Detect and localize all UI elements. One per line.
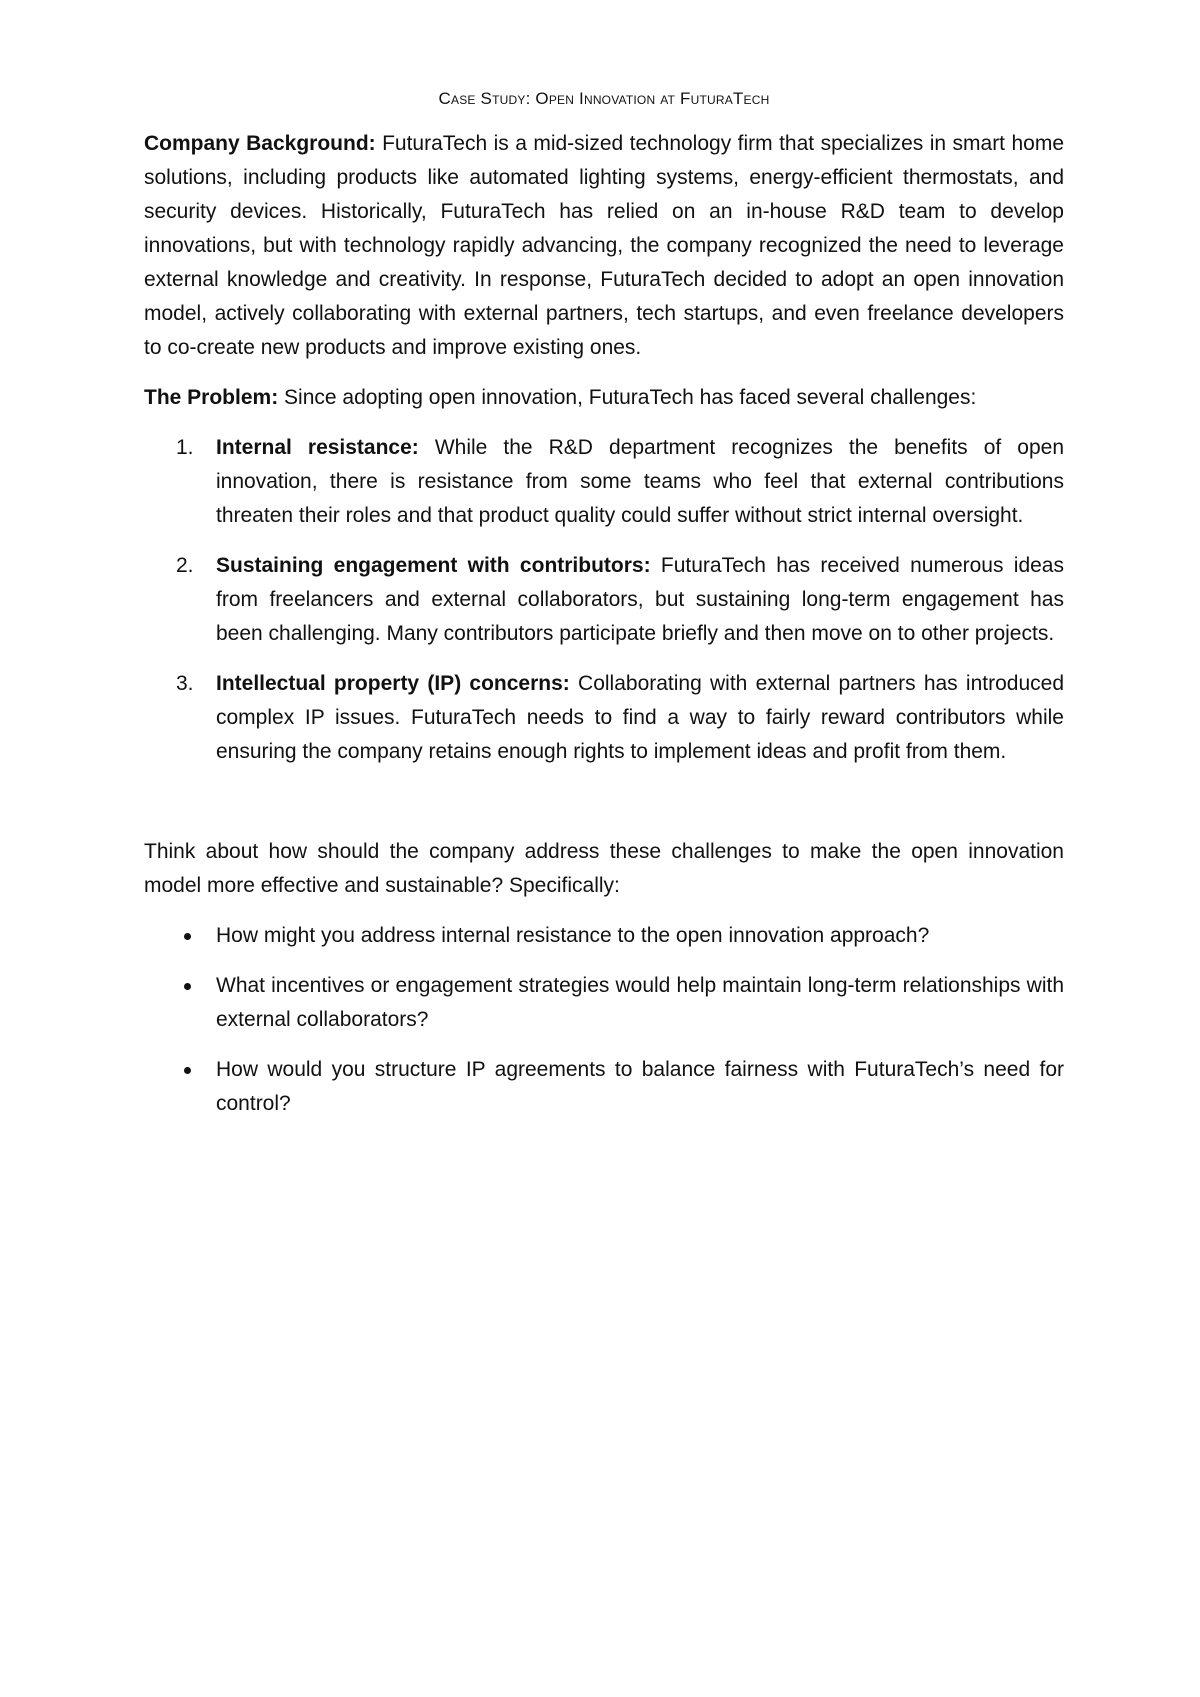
background-label: Company Background: bbox=[144, 132, 376, 155]
problem-paragraph bbox=[144, 381, 1064, 415]
challenge-item-ip-concerns bbox=[144, 667, 1064, 769]
background-text: FuturaTech is a mid-sized technology firm that specializes in smart home solutions, including products like automated lighting systems, energy-efficient thermostats, and security devices. Historically, FuturaTech has relied on an in-house R&D team to develop innovations, but with technology rapidly advancing, the company recognized the need to leverage external knowledge and creativity. In response, FuturaTech decided to adopt an open innovation model, actively collaborating with external partners, tech startups, and even freelance developers to co-create new products and improve existing ones. bbox=[144, 132, 1064, 359]
prompt-paragraph: Think about how should the company address these challenges to make the open innovation model more effective and sustainable? Specifically: bbox=[144, 840, 1064, 897]
bullet-icon bbox=[184, 933, 191, 940]
problem-label: The Problem: bbox=[144, 386, 279, 409]
document-page bbox=[144, 82, 1064, 1137]
bullet-icon bbox=[184, 983, 191, 990]
question-text: How might you address internal resistance to the open innovation approach? bbox=[216, 924, 930, 947]
question-item bbox=[144, 1053, 1064, 1121]
document-title-text: Case Study: Open Innovation at FuturaTech bbox=[438, 89, 770, 108]
challenge-text: Collaborating with external partners has introduced complex IP issues. FuturaTech needs to find a way to fairly reward contributors while ensuring the company retains enough rights to implement ideas and profit from them. bbox=[216, 672, 1064, 763]
question-text: How would you structure IP agreements to balance fairness with FuturaTech’s need for control? bbox=[216, 1058, 1064, 1115]
challenge-label: Sustaining engagement with contributors: bbox=[216, 554, 651, 577]
list-number: 1. bbox=[176, 436, 194, 459]
questions-list bbox=[144, 919, 1064, 1121]
challenge-label: Internal resistance: bbox=[216, 436, 419, 459]
challenges-list bbox=[144, 431, 1064, 769]
challenge-text: While the R&D department recognizes the benefits of open innovation, there is resistance from some teams who feel that external contributions threaten their roles and that product quality could suffer without strict internal oversight. bbox=[216, 436, 1064, 527]
challenge-text: FuturaTech has received numerous ideas from freelancers and external collaborators, but sustaining long-term engagement has been challenging. Many contributors participate briefly and then move on to other projects. bbox=[216, 554, 1064, 645]
bullet-icon bbox=[184, 1067, 191, 1074]
list-number: 2. bbox=[176, 554, 194, 577]
question-item bbox=[144, 919, 1064, 953]
challenge-item-internal-resistance bbox=[144, 431, 1064, 533]
question-item bbox=[144, 969, 1064, 1037]
problem-text: Since adopting open innovation, FuturaTech has faced several challenges: bbox=[278, 386, 977, 409]
document-title bbox=[144, 82, 1064, 116]
background-paragraph bbox=[144, 127, 1064, 365]
list-number: 3. bbox=[176, 672, 194, 695]
question-text: What incentives or engagement strategies would help maintain long-term relationships with external collaborators? bbox=[216, 974, 1064, 1031]
challenge-item-engagement bbox=[144, 549, 1064, 651]
challenge-label: Intellectual property (IP) concerns: bbox=[216, 672, 570, 695]
section-spacer bbox=[144, 785, 1064, 835]
